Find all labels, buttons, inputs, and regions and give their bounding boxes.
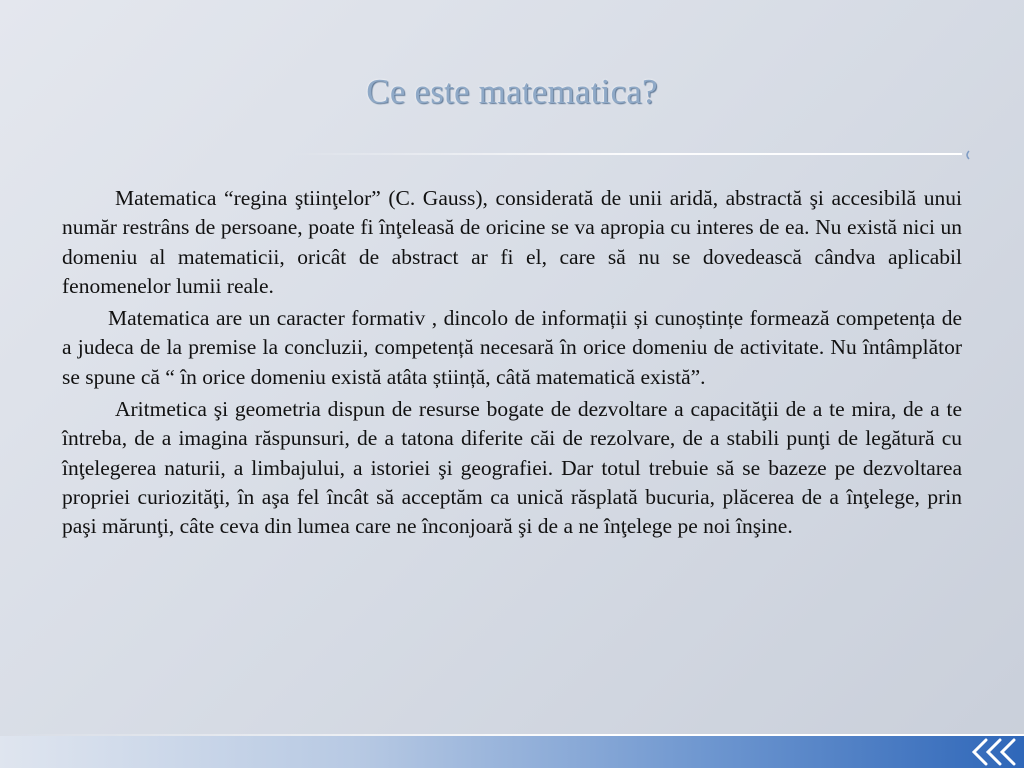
title-divider [290, 150, 972, 160]
paragraph-gauss: Matematica “regina ştiinţelor” (C. Gauss), considerată de unii aridă, abstractă şi accesibilă unui număr restrâns de persoane, poate fi înţeleasă de oricine se va apropia cu interes de ea. Nu există nici un domeniu al matematicii, oricât de abstract ar fi el, care să nu se dovedească cândva aplicabil fenomenelor lumii reale. [62, 186, 962, 298]
paragraph-arithmetic-geometry: Aritmetica şi geometria dispun de resurse bogate de dezvoltare a capacităţii de a te mira, de a te întreba, de a imagina răspunsuri, de a tatona diferite căi de rezolvare, de a stabili punţi de legătură cu înţelegerea naturii, a limbajului, a istoriei şi geografiei. Dar totul trebuie să se bazeze pe dezvoltarea propriei curiozităţi, în aşa fel încât să acceptăm ca unică răsplată bucuria, plăcerea de a înţelege, prin paşi mărunţi, câte ceva din lumea care ne înconjoară şi de a ne înţelege pe noi înşine. [62, 397, 962, 539]
footer-band [0, 736, 1024, 768]
slide-body [62, 184, 962, 545]
paragraph-formative: Matematica are un caracter formativ , dincolo de informații și cunoștințe formează competența de a judeca de la premise la concluzii, competență necesară în orice domeniu de activitate. Nu întâmplător se spune că “ în orice domeniu există atâta știință, câtă matematică există”. [62, 306, 962, 389]
chevron-decoration-icon [964, 738, 1018, 766]
slide-title: Ce este matematica? [366, 72, 658, 111]
